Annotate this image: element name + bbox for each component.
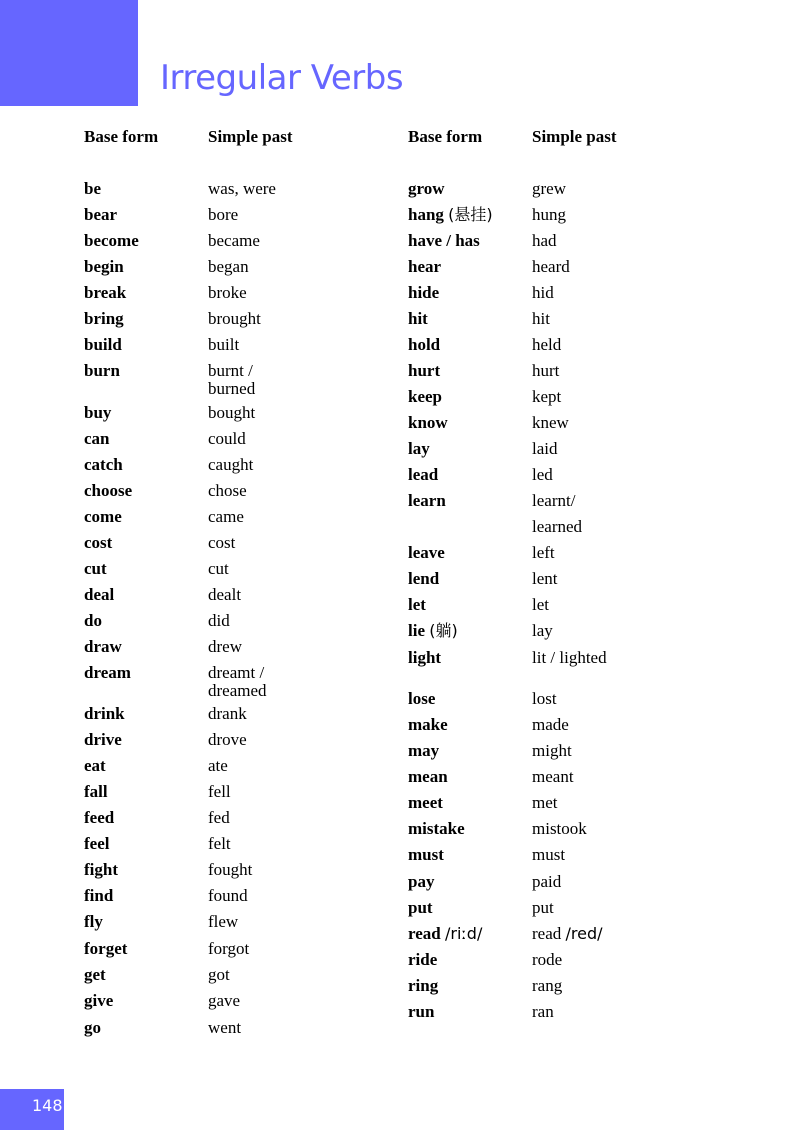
verb-simple-past: bought (208, 403, 256, 422)
verb-base-form: have / has (408, 231, 480, 250)
verb-base-form: lose (408, 689, 436, 708)
verb-simple-past: lit / lighted (532, 648, 607, 667)
verb-simple-past: broke (208, 283, 247, 302)
verb-base-form: be (84, 179, 101, 198)
verb-simple-past: knew (532, 413, 569, 432)
verb-simple-past: left (532, 543, 555, 562)
verb-simple-past: heard (532, 257, 570, 276)
verb-base-note: (躺) (429, 621, 458, 640)
verb-base-form: can (84, 429, 110, 448)
verb-base-form: read /riːd/ (408, 924, 483, 943)
verb-simple-past: brought (208, 309, 261, 328)
page-title: Irregular Verbs (160, 58, 404, 98)
verb-base-form: give (84, 991, 114, 1010)
verb-simple-past: flew (208, 912, 239, 931)
verb-base-form: forget (84, 939, 128, 958)
verb-base-form: mistake (408, 819, 465, 838)
verb-simple-past: put (532, 898, 554, 917)
verb-base-form: hurt (408, 361, 441, 380)
verb-simple-past: must (532, 845, 566, 864)
verb-base-form: may (408, 741, 440, 760)
verb-simple-past: learned (532, 517, 583, 536)
verb-base-form: pay (408, 872, 435, 891)
verb-simple-past: fed (208, 808, 230, 827)
verb-simple-past: ate (208, 756, 228, 775)
verb-base-form: cost (84, 533, 113, 552)
verb-simple-past: was, were (208, 179, 276, 198)
verb-base-form: cut (84, 559, 107, 578)
verb-base-form: know (408, 413, 448, 432)
verb-base-form: come (84, 507, 122, 526)
verb-base-form: learn (408, 491, 446, 510)
verb-base-form: choose (84, 481, 133, 500)
verb-simple-past: cost (208, 533, 236, 552)
verb-simple-past: burnt / burned (208, 361, 256, 398)
verb-simple-past: cut (208, 559, 229, 578)
verb-base-form: feel (84, 834, 110, 853)
verb-simple-past: hung (532, 205, 566, 224)
verb-simple-past: hit (532, 309, 550, 328)
verb-simple-past: came (208, 507, 244, 526)
verb-simple-past: got (208, 965, 230, 984)
verb-base-form: drive (84, 730, 122, 749)
verb-base-form: ring (408, 976, 439, 995)
verb-base-form: mean (408, 767, 448, 786)
verb-base-form: draw (84, 637, 122, 656)
verb-base-form: grow (408, 179, 445, 198)
verb-simple-past: mistook (532, 819, 587, 838)
verb-base-form: go (84, 1018, 101, 1037)
verb-simple-past: led (532, 465, 553, 484)
left-base-form-header: Base form (84, 127, 159, 146)
verb-simple-past: ran (532, 1002, 554, 1021)
verb-base-form: put (408, 898, 433, 917)
verb-simple-past: drew (208, 637, 242, 656)
verb-base-form: begin (84, 257, 124, 276)
verb-base-form: hold (408, 335, 441, 354)
verb-simple-past: held (532, 335, 562, 354)
verb-simple-past: hurt (532, 361, 560, 380)
verb-simple-past: lay (532, 621, 553, 640)
verb-base-form: burn (84, 361, 120, 380)
verb-past-note: /red/ (565, 924, 603, 943)
verb-simple-past: lost (532, 689, 557, 708)
verb-base-form: lay (408, 439, 430, 458)
verb-base-form: make (408, 715, 448, 734)
verb-base-form: bear (84, 205, 118, 224)
verb-simple-past: felt (208, 834, 231, 853)
verb-simple-past: gave (208, 991, 241, 1010)
verb-base-form: break (84, 283, 127, 302)
verb-base-form: fly (84, 912, 103, 931)
verb-base-form: hang (悬挂) (408, 205, 493, 224)
verb-base-form: hide (408, 283, 440, 302)
verb-simple-past: went (208, 1018, 242, 1037)
verb-base-form: hear (408, 257, 442, 276)
verb-simple-past: fought (208, 860, 253, 879)
verb-base-form: light (408, 648, 442, 667)
right-simple-past-header: Simple past (532, 127, 617, 146)
verb-simple-past: might (532, 741, 572, 760)
verb-base-form: fight (84, 860, 118, 879)
verb-base-form: lead (408, 465, 439, 484)
verb-base-form: become (84, 231, 139, 250)
verb-base-form: keep (408, 387, 442, 406)
verb-simple-past: caught (208, 455, 254, 474)
verb-simple-past: fell (208, 782, 231, 801)
verb-base-form: buy (84, 403, 112, 422)
verb-simple-past: grew (532, 179, 566, 198)
verb-simple-past: drove (208, 730, 247, 749)
verb-simple-past: became (208, 231, 260, 250)
verb-simple-past: hid (532, 283, 554, 302)
verb-simple-past: found (208, 886, 248, 905)
verb-simple-past: laid (532, 439, 558, 458)
verb-simple-past: let (532, 595, 549, 614)
left-simple-past-header: Simple past (208, 127, 293, 146)
verb-base-form: run (408, 1002, 435, 1021)
verb-simple-past: built (208, 335, 240, 354)
verb-simple-past: made (532, 715, 569, 734)
verb-simple-past: drank (208, 704, 247, 723)
verb-base-form: lend (408, 569, 440, 588)
verb-simple-past: began (208, 257, 249, 276)
right-base-form-header: Base form (408, 127, 483, 146)
verb-base-form: fall (84, 782, 108, 801)
verb-base-form: find (84, 886, 114, 905)
verb-base-form: meet (408, 793, 443, 812)
verb-simple-past: chose (208, 481, 247, 500)
verb-base-form: leave (408, 543, 445, 562)
verb-base-form: do (84, 611, 102, 630)
verb-simple-past: did (208, 611, 230, 630)
verb-simple-past: rode (532, 950, 563, 969)
verb-base-form: deal (84, 585, 115, 604)
verb-simple-past: rang (532, 976, 563, 995)
verb-simple-past: had (532, 231, 557, 250)
verb-base-form: build (84, 335, 122, 354)
verb-simple-past: dealt (208, 585, 242, 604)
verb-base-form: ride (408, 950, 438, 969)
verb-base-form: feed (84, 808, 115, 827)
verb-simple-past: dreamt / dreamed (208, 663, 267, 700)
verb-base-form: eat (84, 756, 106, 775)
verb-base-form: must (408, 845, 444, 864)
verb-base-note: /riːd/ (445, 924, 483, 943)
verb-base-form: let (408, 595, 426, 614)
verb-simple-past: meant (532, 767, 574, 786)
verb-base-note: (悬挂) (448, 205, 493, 224)
verb-simple-past: forgot (208, 939, 250, 958)
verb-simple-past: bore (208, 205, 239, 224)
verb-simple-past: read /red/ (532, 924, 603, 943)
verb-base-form: get (84, 965, 106, 984)
verb-base-form: drink (84, 704, 125, 723)
verb-base-form: hit (408, 309, 428, 328)
verb-simple-past: lent (532, 569, 558, 588)
verb-simple-past: could (208, 429, 246, 448)
verb-simple-past: met (532, 793, 558, 812)
verb-base-form: lie (躺) (408, 621, 458, 640)
verb-simple-past: paid (532, 872, 562, 891)
verb-simple-past: learnt/ (532, 491, 576, 510)
verb-base-form: catch (84, 455, 123, 474)
verb-base-form: bring (84, 309, 124, 328)
page-number: 148 (32, 1096, 63, 1115)
verb-simple-past: kept (532, 387, 562, 406)
verb-base-form: dream (84, 663, 131, 682)
